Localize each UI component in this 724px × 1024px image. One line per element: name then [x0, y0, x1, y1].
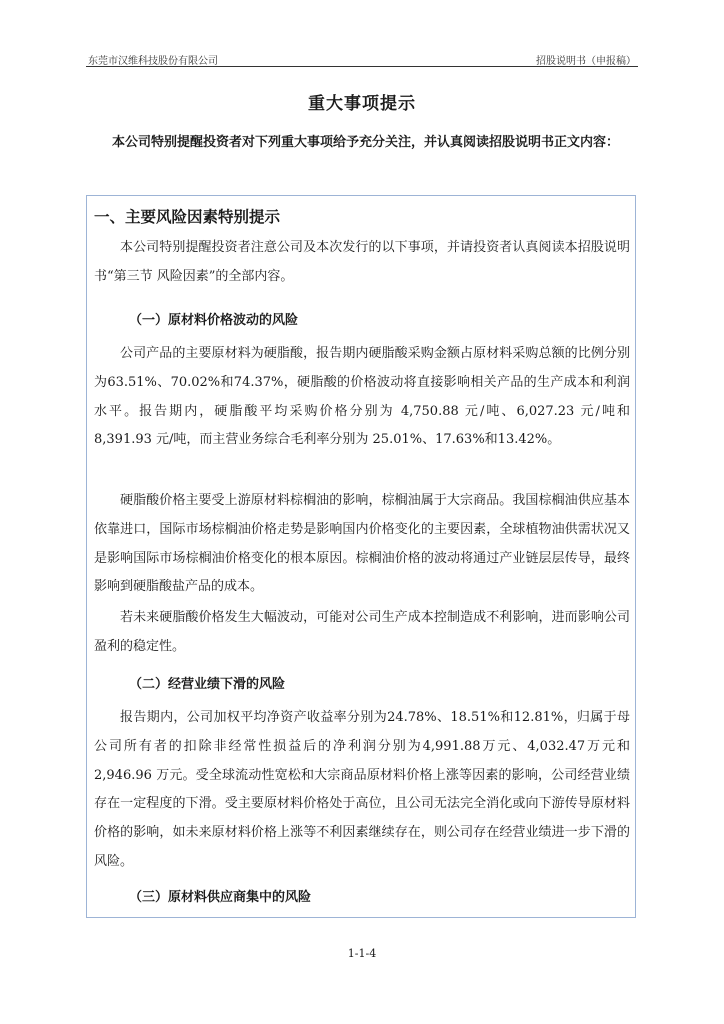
- page-number: 1-1-4: [347, 947, 377, 960]
- intro-paragraph: 本公司特别提醒投资者对下列重大事项给予充分关注，并认真阅读招股说明书正文内容：: [112, 135, 620, 150]
- raw-material-price-paragraph-2: 硬脂酸价格主要受上游原材料棕榈油的影响，棕榈油属于大宗商品。我国棕榈油供应基本依靠进口，国际市场棕榈油价格走势是影响国内价格变化的主要因素，全球植物油供需状况又是影响国际市场棕榈油价格变化的根本原因。棕榈油价格的波动将通过产业链层层传导，最终影响到硬脂酸盐产品的成本。: [94, 493, 630, 595]
- header-company-name: 东莞市汉维科技股份有限公司: [88, 56, 218, 67]
- page-header: [86, 50, 638, 67]
- subsection-heading-supplier-concentration: （三）原材料供应商集中的风险: [129, 890, 312, 905]
- subsection-heading-raw-material-price: （一）原材料价格波动的风险: [129, 313, 299, 328]
- subsection-heading-performance-decline: （二）经营业绩下滑的风险: [129, 677, 286, 692]
- header-document-type: 招股说明书（申报稿）: [536, 56, 636, 67]
- performance-decline-paragraph: 报告期内，公司加权平均净资产收益率分别为24.78%、18.51%和12.81%，归属于母公司所有者的扣除非经常性损益后的净利润分别为4,991.88万元、4,032.47万元和 2,946.96 万元。受全球流动性宽松和大宗商品原材料价格上涨等因素的影响，公司经营业绩存在一定程度的下滑。受主要原材料价格处于高位，且公司无法完全消化或向下游传导原材料价格的影响，如未来原材料价格上涨等不利因素继续存在，则公司存在经营业绩进一步下滑的风险。: [94, 710, 630, 869]
- section-intro-paragraph: 本公司特别提醒投资者注意公司及本次发行的以下事项，并请投资者认真阅读本招股说明书“第三节 风险因素”的全部内容。: [94, 240, 630, 284]
- raw-material-price-paragraph-3: 若未来硬脂酸价格发生大幅波动，可能对公司生产成本控制造成不利影响，进而影响公司盈利的稳定性。: [94, 610, 630, 654]
- section-heading-risk-factors: 一、主要风险因素特别提示: [94, 208, 281, 226]
- page-title: 重大事项提示: [308, 94, 416, 114]
- raw-material-price-paragraph-1: 公司产品的主要原材料为硬脂酸，报告期内硬脂酸采购金额占原材料采购总额的比例分别为63.51%、70.02%和74.37%，硬脂酸的价格波动将直接影响相关产品的生产成本和利润水平。报告期内，硬脂酸平均采购价格分别为 4,750.88 元/吨、6,027.23 元/吨和 8,391.93 元/吨，而主营业务综合毛利率分别为 25.01%、17.63%和13.42%。: [94, 346, 630, 448]
